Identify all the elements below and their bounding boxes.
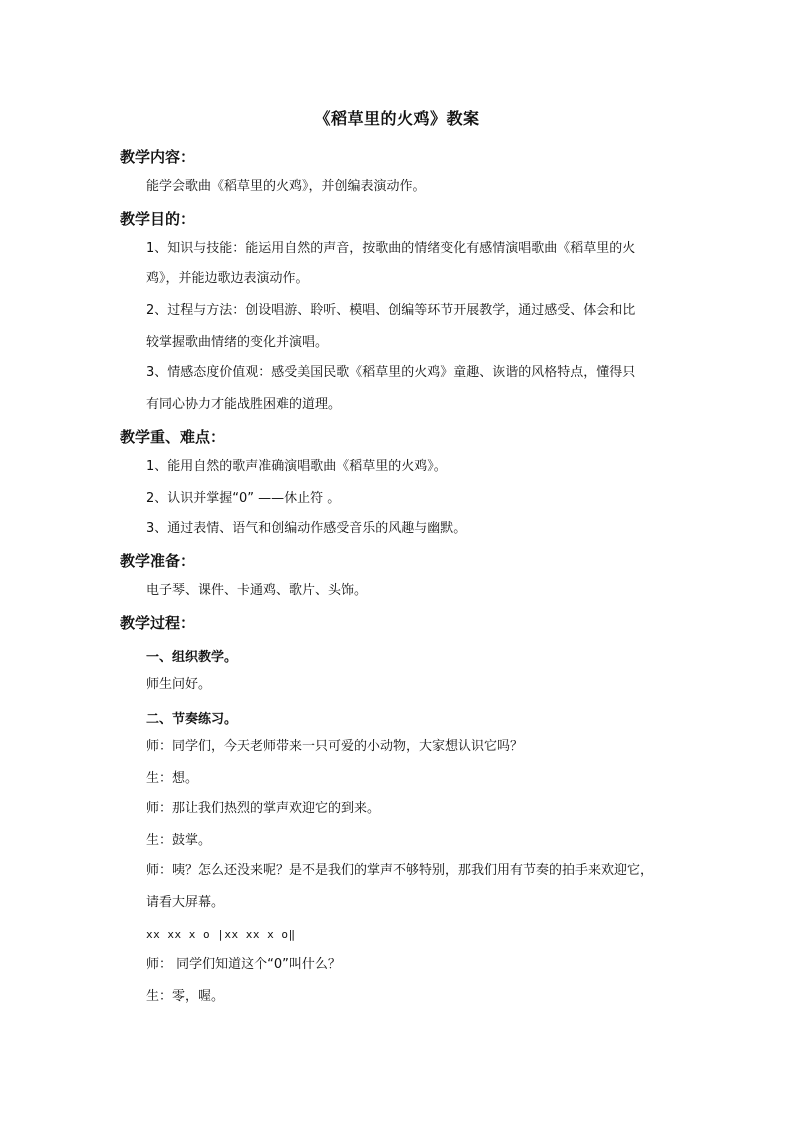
prep-text: 电子琴、课件、卡通鸡、歌片、头饰。 — [146, 583, 368, 598]
heading-prep: 教学准备： — [120, 552, 196, 570]
keypoint-2: 2、认识并掌握“0” ——休止符 。 — [146, 491, 341, 506]
dialogue-4: 生：鼓掌。 — [146, 833, 212, 848]
process-step-1-text: 师生问好。 — [146, 677, 212, 692]
heading-process: 教学过程： — [120, 614, 196, 632]
goal-1-cont: 鸡》，并能边歌边表演动作。 — [146, 271, 309, 286]
goal-1: 1、知识与技能：能运用自然的声音，按歌曲的情绪变化有感情演唱歌曲《稻草里的火 — [146, 241, 636, 256]
dialogue-6: 师： 同学们知道这个“0”叫什么？ — [146, 957, 341, 972]
keypoint-1: 1、能用自然的歌声准确演唱歌曲《稻草里的火鸡》。 — [146, 459, 447, 474]
goal-2: 2、过程与方法：创设唱游、聆听、模唱、创编等环节开展教学，通过感受、体会和比 — [146, 303, 636, 318]
goal-2-cont: 较掌握歌曲情绪的变化并演唱。 — [146, 335, 329, 350]
heading-keypoints: 教学重、难点： — [120, 428, 226, 446]
process-step-1: 一、组织教学。 — [146, 650, 238, 665]
goal-3-cont: 有同心协力才能战胜困难的道理。 — [146, 397, 342, 412]
process-step-2: 二、节奏练习。 — [146, 712, 238, 727]
rhythm-line: xx xx x o |xx xx x o‖ — [146, 928, 296, 941]
document-title: 《稻草里的火鸡》教案 — [314, 109, 480, 128]
dialogue-7: 生：零，喔。 — [146, 989, 225, 1004]
dialogue-3: 师：那让我们热烈的掌声欢迎它的到来。 — [146, 801, 381, 816]
keypoint-3: 3、通过表情、语气和创编动作感受音乐的风趣与幽默。 — [146, 521, 467, 536]
content-text: 能学会歌曲《稻草里的火鸡》，并创编表演动作。 — [146, 179, 426, 194]
dialogue-5-cont: 请看大屏幕。 — [146, 895, 225, 910]
dialogue-5: 师：咦？怎么还没来呢？是不是我们的掌声不够特别，那我们用有节奏的拍手来欢迎它， — [146, 863, 654, 878]
heading-content: 教学内容： — [120, 148, 196, 166]
dialogue-2: 生：想。 — [146, 771, 199, 786]
goal-3: 3、情感态度价值观：感受美国民歌《稻草里的火鸡》童趣、诙谐的风格特点，懂得只 — [146, 365, 636, 380]
dialogue-1: 师：同学们，今天老师带来一只可爱的小动物，大家想认识它吗？ — [146, 739, 524, 754]
heading-goals: 教学目的： — [120, 210, 196, 228]
